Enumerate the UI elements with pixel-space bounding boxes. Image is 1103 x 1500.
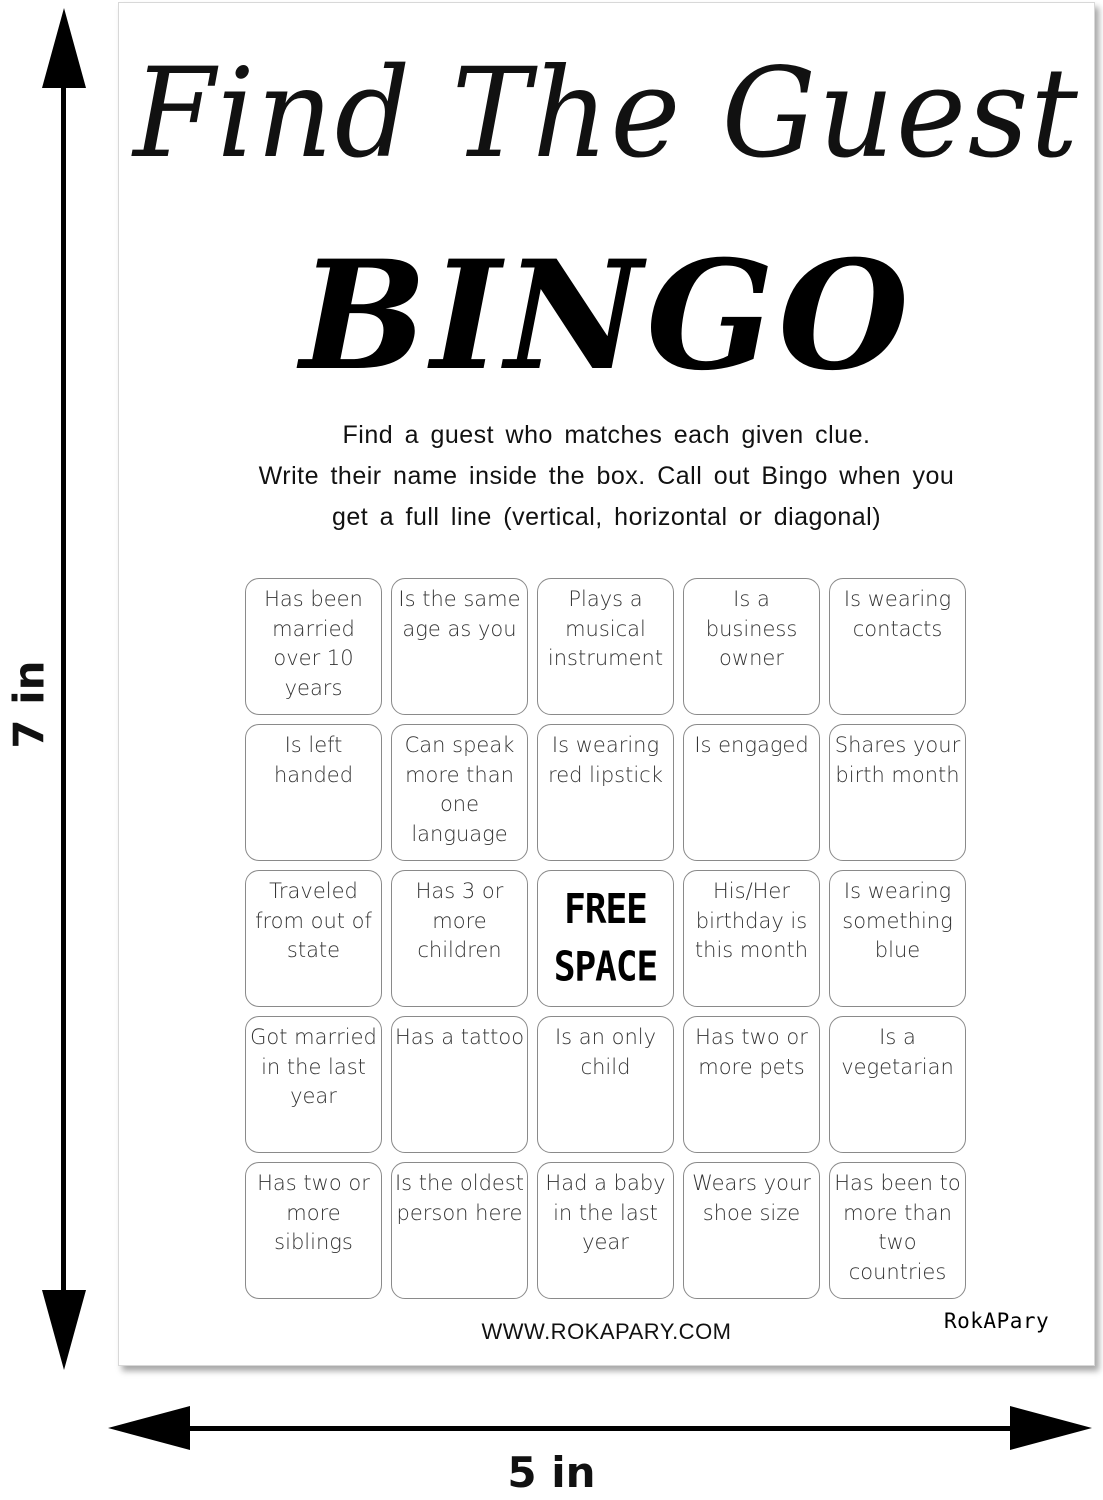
bingo-cell[interactable]: Wears your shoe size bbox=[683, 1162, 820, 1299]
bingo-cell[interactable]: His/Her birthday is this month bbox=[683, 870, 820, 1007]
bingo-card bbox=[118, 2, 1095, 1366]
bingo-cell[interactable]: Is an only child bbox=[537, 1016, 674, 1153]
bingo-cell[interactable]: Is a vegetarian bbox=[829, 1016, 966, 1153]
instruction-line: Write their name inside the box. Call out Bingo when you bbox=[258, 462, 955, 490]
bingo-cell[interactable]: Is the same age as you bbox=[391, 578, 528, 715]
bingo-cell[interactable]: Is wearing red lipstick bbox=[537, 724, 674, 861]
instructions bbox=[199, 415, 1014, 538]
website-url: WWW.ROKAPARY.COM bbox=[481, 1319, 732, 1344]
bingo-cell[interactable]: Is the oldest person here bbox=[391, 1162, 528, 1299]
instruction-line: Find a guest who matches each given clue. bbox=[342, 421, 871, 449]
bingo-cell[interactable]: Got married in the last year bbox=[245, 1016, 382, 1153]
height-label: 7 in bbox=[4, 660, 54, 749]
width-arrow-left bbox=[108, 1406, 190, 1450]
bingo-cell[interactable]: Has been to more than two countries bbox=[829, 1162, 966, 1299]
bingo-cell[interactable]: Traveled from out of state bbox=[245, 870, 382, 1007]
bingo-cell[interactable]: Had a baby in the last year bbox=[537, 1162, 674, 1299]
height-dimension-line bbox=[61, 80, 66, 1295]
bingo-cell[interactable]: Has been married over 10 years bbox=[245, 578, 382, 715]
height-arrow-bottom bbox=[42, 1290, 86, 1370]
bingo-cell[interactable]: Shares your birth month bbox=[829, 724, 966, 861]
width-dimension-line bbox=[185, 1426, 1015, 1431]
bingo-title: BINGO bbox=[300, 228, 913, 404]
free-space-cell bbox=[537, 870, 674, 1007]
bingo-grid bbox=[245, 578, 966, 1299]
width-arrow-right bbox=[1010, 1406, 1092, 1450]
height-arrow-top bbox=[42, 8, 86, 88]
bingo-cell[interactable]: Has two or more siblings bbox=[245, 1162, 382, 1299]
bingo-cell[interactable]: Is engaged bbox=[683, 724, 820, 861]
bingo-cell[interactable]: Is wearing something blue bbox=[829, 870, 966, 1007]
instruction-line: get a full line (vertical, horizontal or diagonal) bbox=[331, 503, 882, 531]
bingo-cell[interactable]: Can speak more than one language bbox=[391, 724, 528, 861]
bingo-cell[interactable]: Is wearing contacts bbox=[829, 578, 966, 715]
bingo-cell[interactable]: Has 3 or more children bbox=[391, 870, 528, 1007]
bingo-cell[interactable]: Is a business owner bbox=[683, 578, 820, 715]
bingo-cell[interactable]: Plays a musical instrument bbox=[537, 578, 674, 715]
width-label: 5 in bbox=[507, 1448, 596, 1497]
bingo-cell[interactable]: Is left handed bbox=[245, 724, 382, 861]
bingo-cell[interactable]: Has two or more pets bbox=[683, 1016, 820, 1153]
free-space-label: FREE SPACE bbox=[553, 885, 658, 991]
brand-logo: RokAPary bbox=[944, 1309, 1050, 1333]
bingo-cell[interactable]: Has a tattoo bbox=[391, 1016, 528, 1153]
script-title: Find The Guest bbox=[133, 40, 1080, 186]
